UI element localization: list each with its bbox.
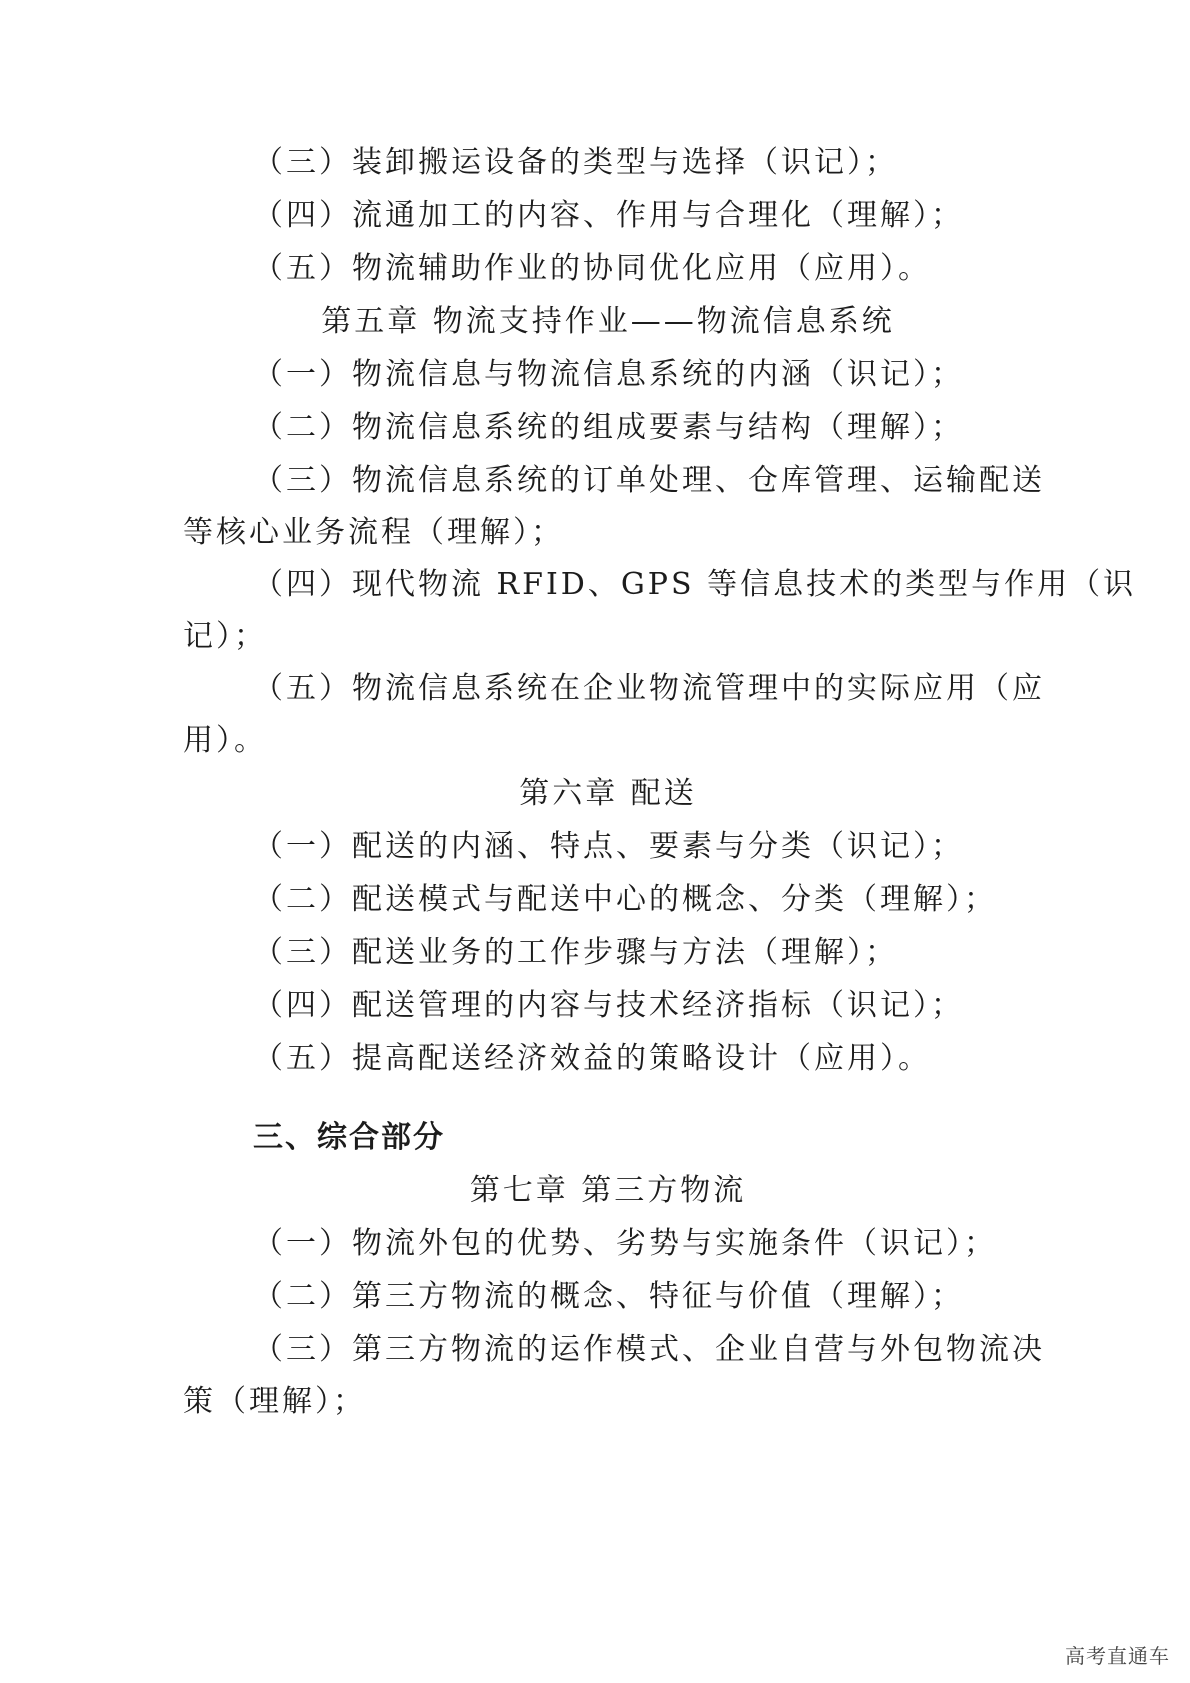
item-4-circulation-processing: （四）流通加工的内容、作用与合理化（理解）； [253, 198, 964, 233]
item-3-core-business-line2: 等核心业务流程（理解）； [183, 515, 564, 550]
watermark: 高考直通车 [1065, 1644, 1170, 1668]
item-4-delivery-management: （四）配送管理的内容与技术经济指标（识记）； [253, 988, 964, 1023]
item-3-delivery-steps: （三）配送业务的工作步骤与方法（理解）； [253, 935, 898, 970]
section-3-heading: 三、综合部分 [253, 1120, 445, 1155]
item-5-practical-application-line1: （五）物流信息系统在企业物流管理中的实际应用（应 [253, 671, 1045, 706]
item-3-operation-mode-line1: （三）第三方物流的运作模式、企业自营与外包物流决 [253, 1332, 1045, 1367]
item-5-practical-application-line2: 用）。 [183, 723, 267, 758]
item-3-loading-equipment: （三）装卸搬运设备的类型与选择（识记）； [253, 145, 898, 180]
item-1-delivery-connotation: （一）配送的内涵、特点、要素与分类（识记）； [253, 829, 964, 864]
chapter-5-title: 第五章 物流支持作业——物流信息系统 [321, 304, 895, 339]
item-4-info-technology-line1: （四）现代物流 RFID、GPS 等信息技术的类型与作用（识 [253, 567, 1137, 602]
item-2-third-party-concept: （二）第三方物流的概念、特征与价值（理解）； [253, 1279, 964, 1314]
item-5-delivery-strategy: （五）提高配送经济效益的策略设计（应用）。 [253, 1041, 931, 1076]
item-3-operation-mode-line2: 策（理解）； [183, 1384, 366, 1419]
item-1-outsourcing: （一）物流外包的优势、劣势与实施条件（识记）； [253, 1226, 997, 1261]
item-2-delivery-mode: （二）配送模式与配送中心的概念、分类（理解）； [253, 882, 997, 917]
chapter-7-title: 第七章 第三方物流 [469, 1173, 747, 1208]
item-3-core-business-line1: （三）物流信息系统的订单处理、仓库管理、运输配送 [253, 463, 1045, 498]
chapter-6-title: 第六章 配送 [519, 776, 697, 811]
item-5-auxiliary-operations: （五）物流辅助作业的协同优化应用（应用）。 [253, 251, 931, 286]
item-1-info-system-connotation: （一）物流信息与物流信息系统的内涵（识记）； [253, 357, 964, 392]
item-4-info-technology-line2: 记）； [183, 619, 267, 654]
item-2-info-system-structure: （二）物流信息系统的组成要素与结构（理解）； [253, 410, 964, 445]
